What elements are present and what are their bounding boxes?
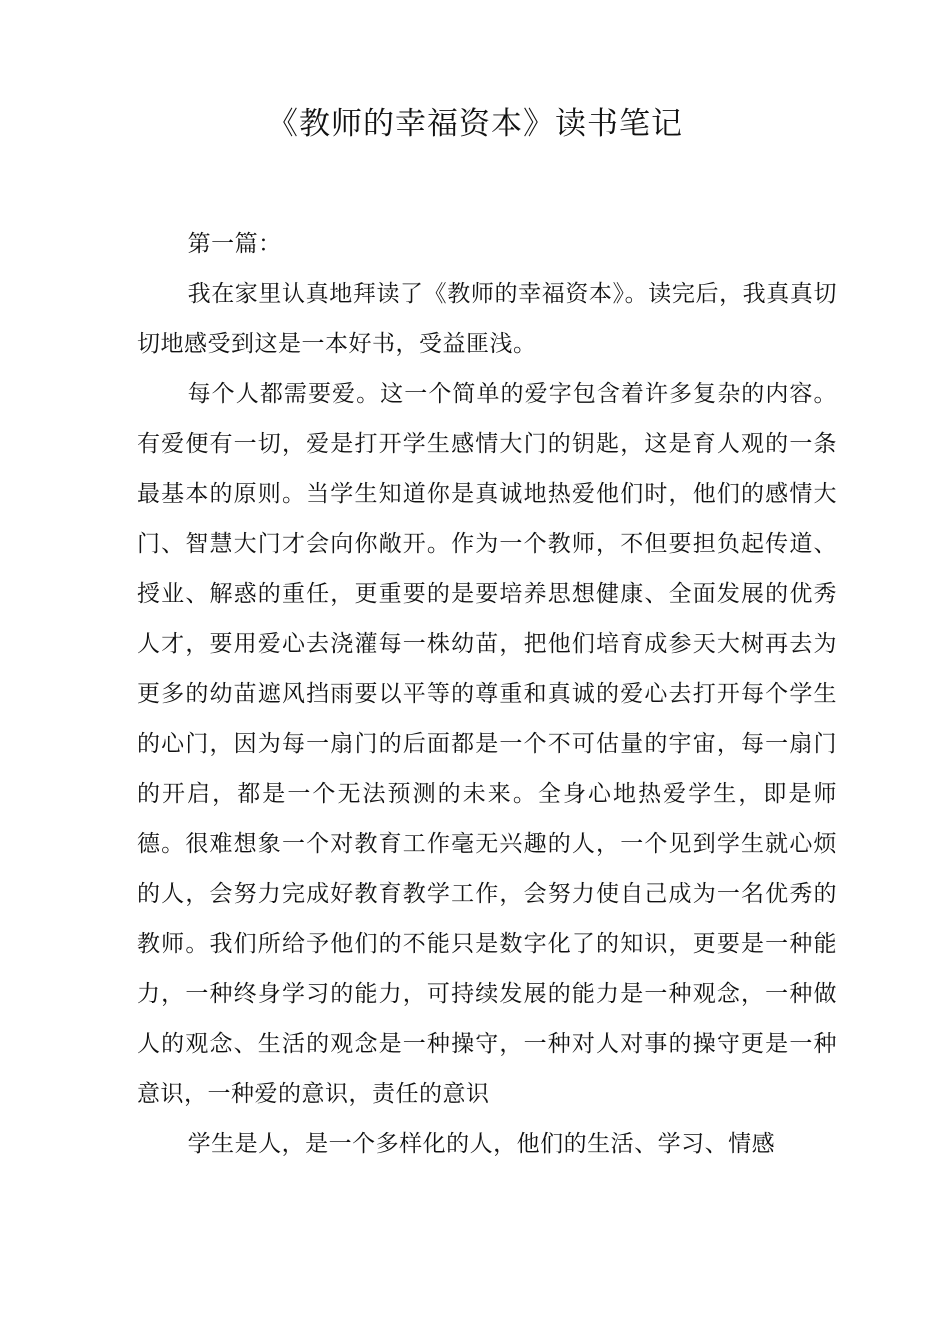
paragraph: 我在家里认真地拜读了《教师的幸福资本》。读完后，我真真切切地感受到这是一本好书，受益匪浅。	[137, 281, 837, 357]
document-body	[137, 219, 837, 1169]
paragraph-section-label: 第一篇：	[187, 231, 282, 257]
paragraph: 每个人都需要爱。这一个简单的爱字包含着许多复杂的内容。有爱便有一切，爱是打开学生感情大门的钥匙，这是育人观的一条最基本的原则。当学生知道你是真诚地热爱他们时，他们的感情大门、智慧大门才会向你敞开。作为一个教师，不但要担负起传道、授业、解惑的重任，更重要的是要培养思想健康、全面发展的优秀人才，要用爱心去浇灌每一株幼苗，把他们培育成参天大树再去为更多的幼苗遮风挡雨要以平等的尊重和真诚的爱心去打开每个学生的心门，因为每一扇门的后面都是一个不可估量的宇宙，每一扇门的开启，都是一个无法预测的未来。全身心地热爱学生，即是师德。很难想象一个对教育工作毫无兴趣的人，一个见到学生就心烦的人，会努力完成好教育教学工作，会努力使自己成为一名优秀的教师。我们所给予他们的不能只是数字化了的知识，更要是一种能力，一种终身学习的能力，可持续发展的能力是一种观念，一种做人的观念、生活的观念是一种操守，一种对人对事的操守更是一种意识，一种爱的意识，责任的意识	[137, 381, 837, 1107]
paragraph: 学生是人，是一个多样化的人，他们的生活、学习、情感	[187, 1131, 776, 1157]
document-title: 《教师的幸福资本》读书笔记	[267, 106, 683, 142]
